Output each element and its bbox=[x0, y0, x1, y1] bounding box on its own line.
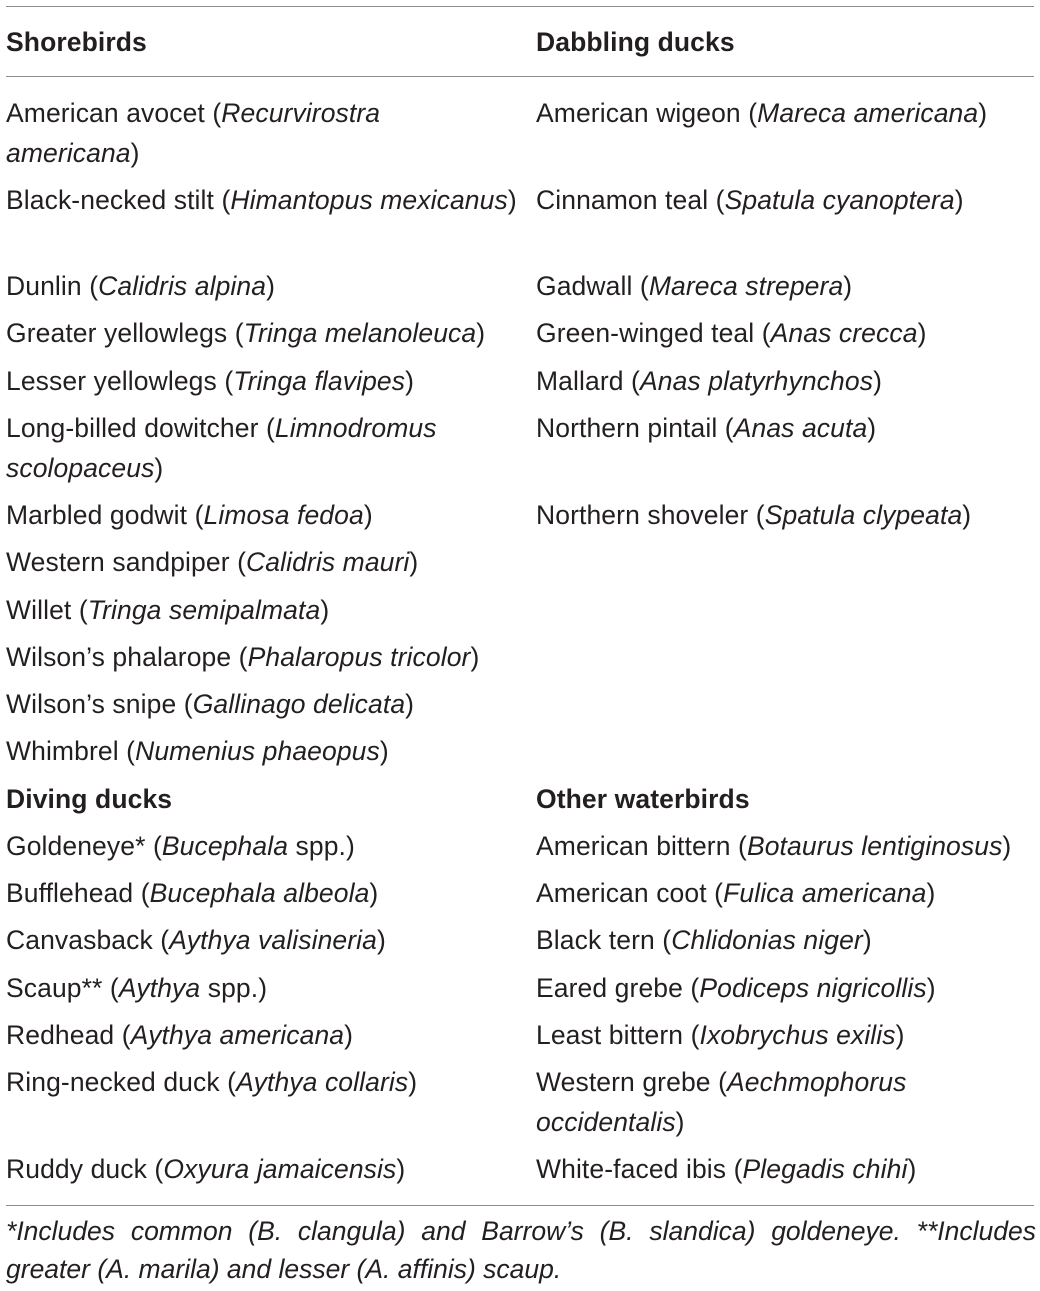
table-header-rule bbox=[6, 76, 1034, 77]
common-name: Western sandpiper bbox=[6, 547, 230, 577]
common-name: Bufflehead bbox=[6, 878, 134, 908]
species-entry-dabbling: Green-winged teal (Anas crecca) bbox=[536, 318, 927, 348]
species-entry-diving: Scaup** (Aythya spp.) bbox=[6, 973, 268, 1003]
scientific-name: Phalaropus tricolor bbox=[247, 642, 471, 672]
scientific-name: Spatula clypeata bbox=[764, 500, 963, 530]
header-dabbling-ducks: Dabbling ducks bbox=[536, 27, 735, 57]
scientific-name: Bucephala bbox=[161, 831, 289, 861]
species-entry-dabbling: Gadwall (Mareca strepera) bbox=[536, 271, 853, 301]
scientific-name: Aechmophorus occidentalis bbox=[536, 1067, 907, 1137]
common-name: Marbled godwit bbox=[6, 500, 188, 530]
scientific-suffix: spp. bbox=[288, 831, 346, 861]
common-name: Wilson’s phalarope bbox=[6, 642, 232, 672]
common-name: Eared grebe bbox=[536, 973, 683, 1003]
scientific-name: Tringa semipalmata bbox=[87, 595, 321, 625]
common-name: American bittern bbox=[536, 831, 731, 861]
common-name: American wigeon bbox=[536, 98, 741, 128]
species-entry-shorebirds: Long-billed dowitcher (Limnodromus scolopaceus) bbox=[6, 413, 437, 483]
common-name: Least bittern bbox=[536, 1020, 684, 1050]
header-other-waterbirds: Other waterbirds bbox=[536, 784, 750, 814]
scientific-name: Aythya americana bbox=[130, 1020, 345, 1050]
common-name: Northern shoveler bbox=[536, 500, 749, 530]
species-entry-shorebirds: American avocet (Recurvirostra americana) bbox=[6, 98, 381, 168]
common-name: Whimbrel bbox=[6, 736, 119, 766]
scientific-name: Aythya collaris bbox=[236, 1067, 409, 1097]
species-entry-shorebirds: Western sandpiper (Calidris mauri) bbox=[6, 547, 419, 577]
common-name: Wilson’s snipe bbox=[6, 689, 177, 719]
common-name: Mallard bbox=[536, 366, 624, 396]
scientific-name: Fulica americana bbox=[723, 878, 927, 908]
scientific-name: Himantopus mexicanus bbox=[230, 185, 508, 215]
species-entry-shorebirds: Willet (Tringa semipalmata) bbox=[6, 595, 330, 625]
species-entry-shorebirds: Lesser yellowlegs (Tringa flavipes) bbox=[6, 366, 415, 396]
species-entry-dabbling: Cinnamon teal (Spatula cyanoptera) bbox=[536, 185, 964, 215]
common-name: Green-winged teal bbox=[536, 318, 755, 348]
species-entry-dabbling: Mallard (Anas platyrhynchos) bbox=[536, 366, 882, 396]
scientific-name: Spatula cyanoptera bbox=[724, 185, 955, 215]
species-entry-shorebirds: Dunlin (Calidris alpina) bbox=[6, 271, 276, 301]
common-name: Gadwall bbox=[536, 271, 633, 301]
species-entry-other: Least bittern (Ixobrychus exilis) bbox=[536, 1020, 905, 1050]
scientific-name: Podiceps nigricollis bbox=[699, 973, 927, 1003]
scientific-name: Anas platyrhynchos bbox=[639, 366, 874, 396]
species-entry-diving: Bufflehead (Bucephala albeola) bbox=[6, 878, 379, 908]
scientific-name: Aythya bbox=[118, 973, 201, 1003]
scientific-name: Chlidonias niger bbox=[671, 925, 863, 955]
species-entry-other: American bittern (Botaurus lentiginosus) bbox=[536, 831, 1012, 861]
scientific-name: Tringa melanoleuca bbox=[243, 318, 477, 348]
species-entry-shorebirds: Wilson’s phalarope (Phalaropus tricolor) bbox=[6, 642, 480, 672]
common-name: Redhead bbox=[6, 1020, 115, 1050]
common-name: Ring-necked duck bbox=[6, 1067, 220, 1097]
species-entry-shorebirds: Wilson’s snipe (Gallinago delicata) bbox=[6, 689, 415, 719]
common-name: American avocet bbox=[6, 98, 205, 128]
scientific-name: Limnodromus scolopaceus bbox=[6, 413, 437, 483]
common-name: Willet bbox=[6, 595, 72, 625]
common-name: Northern pintail bbox=[536, 413, 718, 443]
common-name: Western grebe bbox=[536, 1067, 711, 1097]
scientific-name: Numenius phaeopus bbox=[135, 736, 380, 766]
scientific-suffix: spp. bbox=[200, 973, 259, 1003]
scientific-name: Calidris alpina bbox=[98, 271, 267, 301]
header-diving-ducks: Diving ducks bbox=[6, 784, 173, 814]
species-entry-dabbling: Northern pintail (Anas acuta) bbox=[536, 413, 877, 443]
scientific-name: Recurvirostra americana bbox=[6, 98, 381, 168]
scientific-name: Limosa fedoa bbox=[203, 500, 364, 530]
species-entry-other: Eared grebe (Podiceps nigricollis) bbox=[536, 973, 936, 1003]
scientific-name: Oxyura jamaicensis bbox=[163, 1154, 397, 1184]
scientific-name: Gallinago delicata bbox=[192, 689, 406, 719]
species-entry-other: Black tern (Chlidonias niger) bbox=[536, 925, 872, 955]
scientific-name: Anas acuta bbox=[733, 413, 868, 443]
species-entry-shorebirds: Whimbrel (Numenius phaeopus) bbox=[6, 736, 389, 766]
species-entry-other: American coot (Fulica americana) bbox=[536, 878, 936, 908]
common-name: Dunlin bbox=[6, 271, 82, 301]
species-entry-shorebirds: Black-necked stilt (Himantopus mexicanus) bbox=[6, 185, 517, 215]
common-name: Black tern bbox=[536, 925, 655, 955]
species-entry-diving: Redhead (Aythya americana) bbox=[6, 1020, 354, 1050]
scientific-name: Tringa flavipes bbox=[233, 366, 406, 396]
scientific-name: Anas crecca bbox=[770, 318, 918, 348]
common-name: Canvasback bbox=[6, 925, 153, 955]
species-entry-other: White-faced ibis (Plegadis chihi) bbox=[536, 1154, 917, 1184]
scientific-name: Bucephala albeola bbox=[149, 878, 370, 908]
species-entry-shorebirds: Marbled godwit (Limosa fedoa) bbox=[6, 500, 373, 530]
species-entry-diving: Goldeneye* (Bucephala spp.) bbox=[6, 831, 355, 861]
table-top-rule bbox=[6, 6, 1034, 7]
species-entry-diving: Ring-necked duck (Aythya collaris) bbox=[6, 1067, 418, 1097]
header-shorebirds: Shorebirds bbox=[6, 27, 147, 57]
scientific-name: Ixobrychus exilis bbox=[699, 1020, 896, 1050]
species-entry-dabbling: Northern shoveler (Spatula clypeata) bbox=[536, 500, 972, 530]
common-name: Lesser yellowlegs bbox=[6, 366, 217, 396]
table-footnote: *Includes common (B. clangula) and Barrow’s (B. slandica) goldeneye. **Includes greater (A. marila) and lesser (A. affinis) scaup. bbox=[6, 1216, 1036, 1284]
common-name: White-faced ibis bbox=[536, 1154, 727, 1184]
scientific-name: Botaurus lentiginosus bbox=[746, 831, 1003, 861]
common-name: American coot bbox=[536, 878, 707, 908]
scientific-name: Calidris mauri bbox=[246, 547, 410, 577]
species-entry-diving: Canvasback (Aythya valisineria) bbox=[6, 925, 386, 955]
species-entry-other: Western grebe (Aechmophorus occidentalis) bbox=[536, 1067, 907, 1137]
scientific-name: Mareca americana bbox=[757, 98, 979, 128]
common-name: Greater yellowlegs bbox=[6, 318, 228, 348]
common-name: Ruddy duck bbox=[6, 1154, 147, 1184]
scientific-name: Mareca strepera bbox=[648, 271, 844, 301]
species-entry-shorebirds: Greater yellowlegs (Tringa melanoleuca) bbox=[6, 318, 486, 348]
species-entry-diving: Ruddy duck (Oxyura jamaicensis) bbox=[6, 1154, 406, 1184]
table-footer-rule bbox=[6, 1205, 1034, 1206]
species-entry-dabbling: American wigeon (Mareca americana) bbox=[536, 98, 988, 128]
common-name: Cinnamon teal bbox=[536, 185, 709, 215]
common-name: Long-billed dowitcher bbox=[6, 413, 259, 443]
common-name: Scaup** bbox=[6, 973, 103, 1003]
common-name: Black-necked stilt bbox=[6, 185, 214, 215]
scientific-name: Plegadis chihi bbox=[742, 1154, 908, 1184]
common-name: Goldeneye* bbox=[6, 831, 146, 861]
scientific-name: Aythya valisineria bbox=[169, 925, 377, 955]
